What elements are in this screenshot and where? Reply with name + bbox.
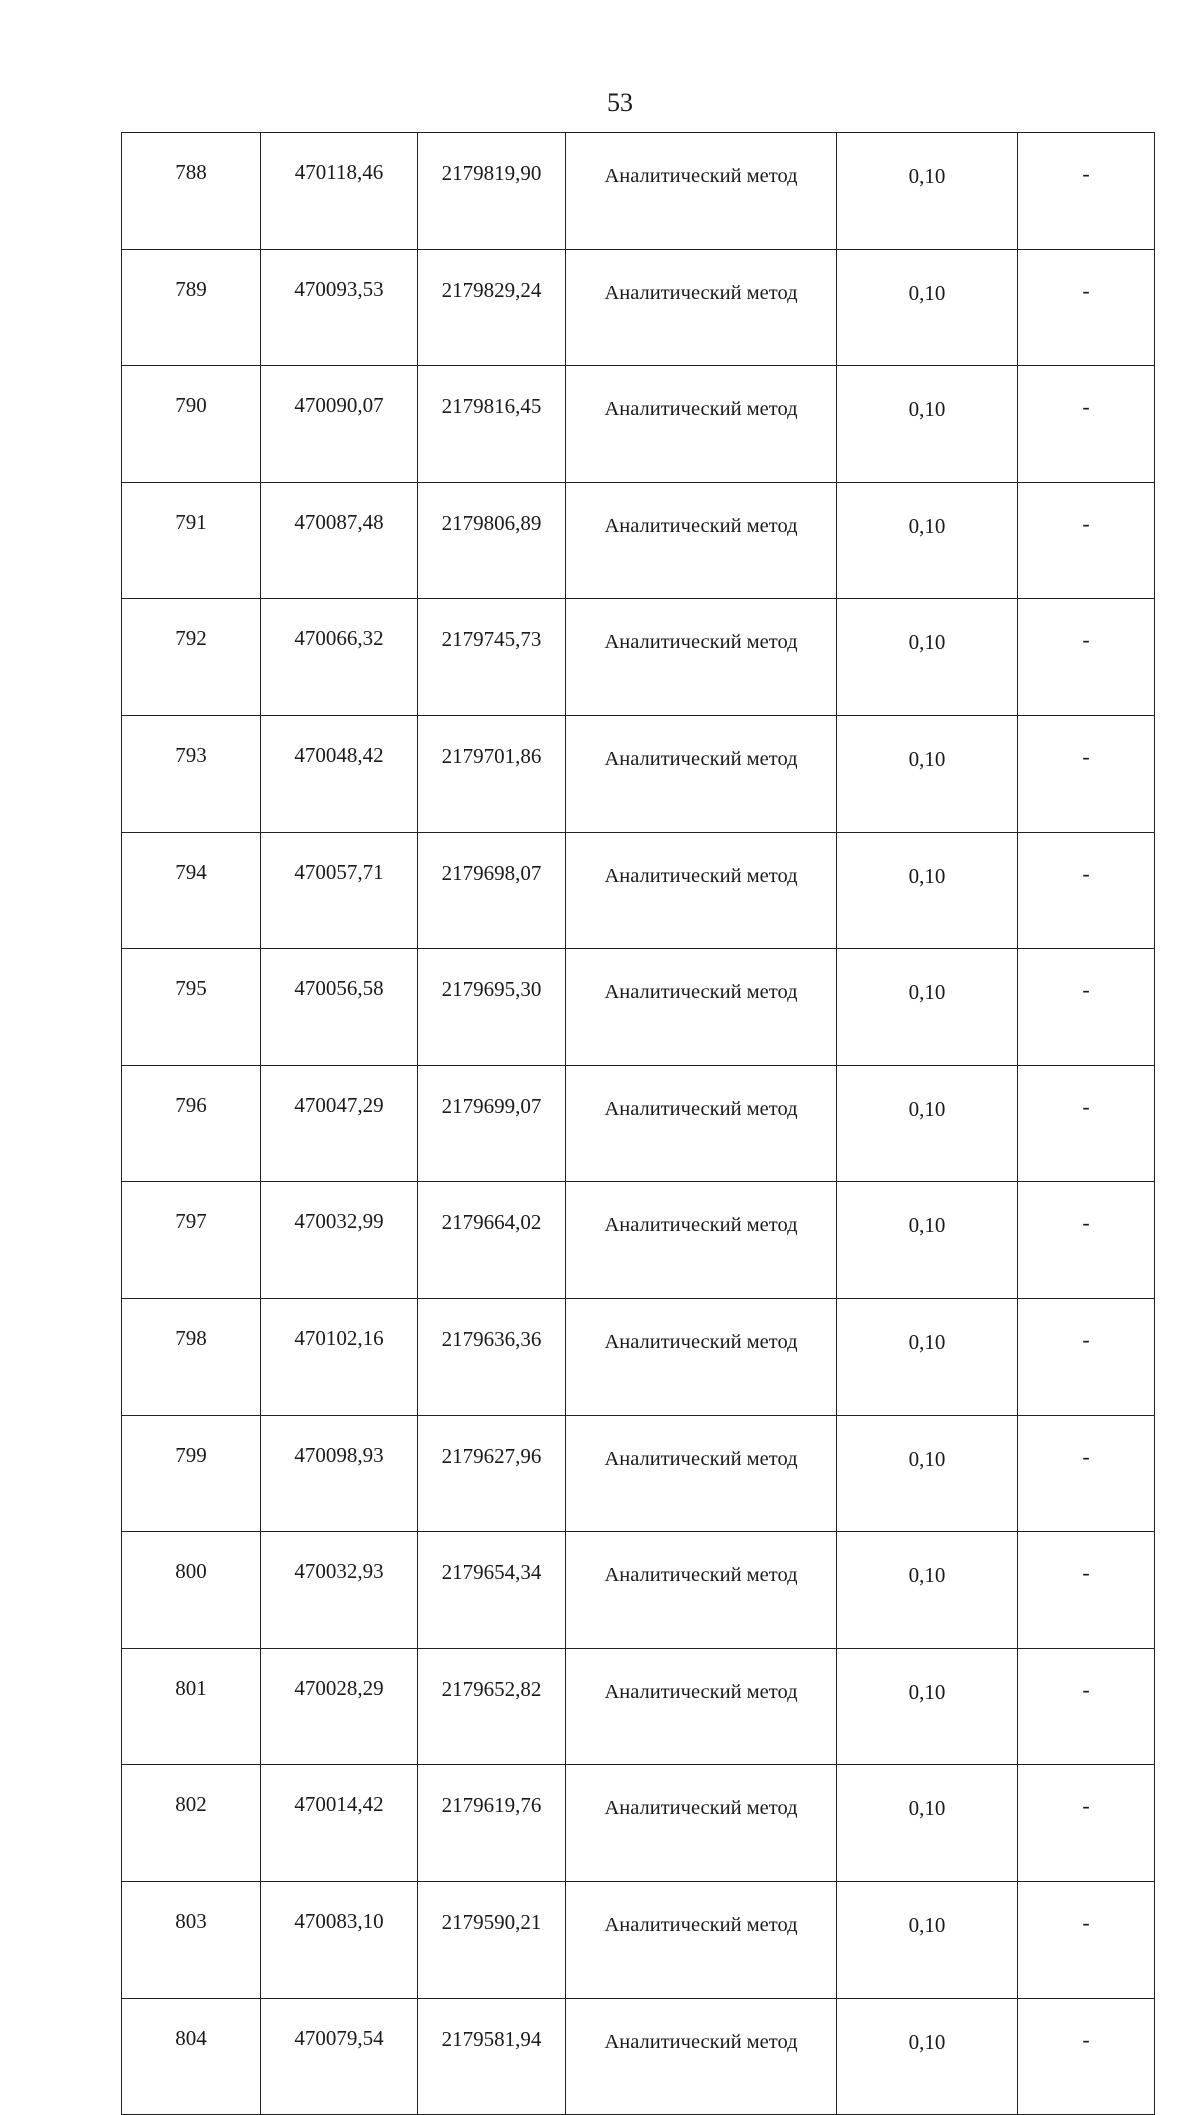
x-coordinate-cell bbox=[261, 949, 418, 1066]
method-cell-text: Аналитический метод bbox=[604, 1447, 798, 1470]
accuracy-cell bbox=[837, 1648, 1018, 1765]
y-coordinate-cell bbox=[418, 599, 566, 716]
table-row bbox=[122, 1532, 1155, 1649]
x-coordinate-cell bbox=[261, 1765, 418, 1882]
y-coordinate-cell-text: 2179695,30 bbox=[441, 977, 542, 1002]
description-cell bbox=[1018, 1765, 1155, 1882]
x-coordinate-cell bbox=[261, 1298, 418, 1415]
description-cell-text: - bbox=[1082, 1909, 1090, 1935]
y-coordinate-cell bbox=[418, 832, 566, 949]
method-cell bbox=[566, 599, 837, 716]
description-cell-text: - bbox=[1082, 2026, 1090, 2052]
table-row bbox=[122, 949, 1155, 1066]
table-row bbox=[122, 482, 1155, 599]
x-coordinate-cell-text: 470032,99 bbox=[294, 1209, 384, 1234]
method-cell-text: Аналитический метод bbox=[604, 1797, 798, 1820]
method-cell bbox=[566, 1648, 837, 1765]
description-cell bbox=[1018, 715, 1155, 832]
accuracy-cell bbox=[837, 1998, 1018, 2115]
point-number-cell-text: 801 bbox=[175, 1675, 207, 1700]
y-coordinate-cell-text: 2179654,34 bbox=[441, 1560, 542, 1585]
x-coordinate-cell-text: 470048,42 bbox=[294, 742, 384, 767]
table-row bbox=[122, 366, 1155, 483]
method-cell-text: Аналитический метод bbox=[604, 1680, 798, 1703]
description-cell bbox=[1018, 1415, 1155, 1532]
x-coordinate-cell bbox=[261, 1648, 418, 1765]
table-row bbox=[122, 832, 1155, 949]
point-number-cell-text: 796 bbox=[175, 1092, 207, 1117]
method-cell bbox=[566, 1415, 837, 1532]
accuracy-cell-text: 0,10 bbox=[908, 1563, 946, 1588]
x-coordinate-cell-text: 470102,16 bbox=[294, 1325, 384, 1350]
description-cell-text: - bbox=[1082, 1093, 1090, 1119]
method-cell-text: Аналитический метод bbox=[604, 165, 798, 187]
x-coordinate-cell-text: 470032,93 bbox=[294, 1559, 384, 1584]
method-cell-text: Аналитический метод bbox=[604, 1097, 798, 1120]
x-coordinate-cell bbox=[261, 1881, 418, 1998]
x-coordinate-cell-text: 470057,71 bbox=[294, 859, 384, 884]
method-cell bbox=[566, 1065, 837, 1182]
coordinates-table-body bbox=[122, 133, 1155, 2115]
point-number-cell-text: 797 bbox=[175, 1209, 207, 1234]
x-coordinate-cell-text: 470079,54 bbox=[294, 2025, 384, 2050]
x-coordinate-cell-text: 470066,32 bbox=[294, 626, 384, 651]
description-cell-text: - bbox=[1082, 977, 1090, 1003]
x-coordinate-cell-text: 470047,29 bbox=[294, 1092, 384, 1117]
y-coordinate-cell bbox=[418, 482, 566, 599]
accuracy-cell bbox=[837, 249, 1018, 366]
description-cell bbox=[1018, 482, 1155, 599]
accuracy-cell bbox=[837, 1065, 1018, 1182]
coordinates-table bbox=[121, 132, 1155, 2115]
accuracy-cell bbox=[837, 715, 1018, 832]
y-coordinate-cell-text: 2179619,76 bbox=[441, 1793, 542, 1818]
x-coordinate-cell bbox=[261, 249, 418, 366]
point-number-cell bbox=[122, 133, 261, 250]
y-coordinate-cell bbox=[418, 1065, 566, 1182]
description-cell-text: - bbox=[1082, 743, 1090, 769]
table-row bbox=[122, 1065, 1155, 1182]
description-cell bbox=[1018, 133, 1155, 250]
y-coordinate-cell bbox=[418, 949, 566, 1066]
point-number-cell bbox=[122, 1182, 261, 1299]
accuracy-cell-text: 0,10 bbox=[908, 1329, 946, 1354]
point-number-cell bbox=[122, 832, 261, 949]
method-cell bbox=[566, 1182, 837, 1299]
point-number-cell-text: 798 bbox=[175, 1325, 207, 1350]
x-coordinate-cell-text: 470090,07 bbox=[294, 393, 384, 418]
table-row bbox=[122, 1415, 1155, 1532]
method-cell bbox=[566, 715, 837, 832]
y-coordinate-cell-text: 2179701,86 bbox=[441, 743, 542, 768]
point-number-cell-text: 804 bbox=[175, 2025, 207, 2050]
y-coordinate-cell bbox=[418, 715, 566, 832]
description-cell-text: - bbox=[1082, 394, 1090, 420]
point-number-cell-text: 788 bbox=[175, 160, 207, 184]
table-row bbox=[122, 1881, 1155, 1998]
method-cell-text: Аналитический метод bbox=[604, 514, 798, 537]
x-coordinate-cell bbox=[261, 1998, 418, 2115]
description-cell-text: - bbox=[1082, 1676, 1090, 1702]
x-coordinate-cell bbox=[261, 1415, 418, 1532]
x-coordinate-cell bbox=[261, 832, 418, 949]
method-cell bbox=[566, 1998, 837, 2115]
y-coordinate-cell bbox=[418, 133, 566, 250]
y-coordinate-cell bbox=[418, 1415, 566, 1532]
description-cell bbox=[1018, 599, 1155, 716]
table-row bbox=[122, 133, 1155, 250]
point-number-cell bbox=[122, 366, 261, 483]
accuracy-cell bbox=[837, 1298, 1018, 1415]
y-coordinate-cell bbox=[418, 1182, 566, 1299]
accuracy-cell bbox=[837, 133, 1018, 250]
y-coordinate-cell-text: 2179816,45 bbox=[441, 394, 542, 419]
accuracy-cell-text: 0,10 bbox=[908, 1912, 946, 1937]
table-row bbox=[122, 599, 1155, 716]
y-coordinate-cell-text: 2179664,02 bbox=[441, 1210, 542, 1235]
accuracy-cell-text: 0,10 bbox=[908, 1796, 946, 1821]
x-coordinate-cell bbox=[261, 1065, 418, 1182]
table-row bbox=[122, 715, 1155, 832]
x-coordinate-cell-text: 470087,48 bbox=[294, 509, 384, 534]
point-number-cell-text: 794 bbox=[175, 859, 207, 884]
x-coordinate-cell bbox=[261, 599, 418, 716]
description-cell-text: - bbox=[1082, 1326, 1090, 1352]
method-cell-text: Аналитический метод bbox=[604, 747, 798, 770]
method-cell bbox=[566, 1532, 837, 1649]
point-number-cell bbox=[122, 715, 261, 832]
description-cell bbox=[1018, 1998, 1155, 2115]
point-number-cell bbox=[122, 1532, 261, 1649]
point-number-cell bbox=[122, 1881, 261, 1998]
description-cell bbox=[1018, 366, 1155, 483]
method-cell bbox=[566, 1765, 837, 1882]
method-cell bbox=[566, 1298, 837, 1415]
accuracy-cell-text: 0,10 bbox=[908, 2029, 946, 2054]
point-number-cell-text: 803 bbox=[175, 1908, 207, 1933]
accuracy-cell-text: 0,10 bbox=[908, 164, 946, 188]
point-number-cell-text: 789 bbox=[175, 276, 207, 301]
x-coordinate-cell-text: 470098,93 bbox=[294, 1442, 384, 1467]
accuracy-cell-text: 0,10 bbox=[908, 513, 946, 538]
point-number-cell bbox=[122, 599, 261, 716]
x-coordinate-cell-text: 470093,53 bbox=[294, 276, 384, 301]
point-number-cell-text: 793 bbox=[175, 742, 207, 767]
description-cell bbox=[1018, 1298, 1155, 1415]
description-cell-text: - bbox=[1082, 627, 1090, 653]
point-number-cell-text: 795 bbox=[175, 976, 207, 1001]
accuracy-cell-text: 0,10 bbox=[908, 980, 946, 1005]
accuracy-cell bbox=[837, 1532, 1018, 1649]
accuracy-cell-text: 0,10 bbox=[908, 746, 946, 771]
y-coordinate-cell-text: 2179745,73 bbox=[441, 627, 542, 652]
table-row bbox=[122, 1998, 1155, 2115]
y-coordinate-cell-text: 2179819,90 bbox=[441, 161, 542, 185]
point-number-cell-text: 791 bbox=[175, 509, 207, 534]
description-cell-text: - bbox=[1082, 1210, 1090, 1236]
description-cell-text: - bbox=[1082, 860, 1090, 886]
x-coordinate-cell bbox=[261, 715, 418, 832]
description-cell-text: - bbox=[1082, 277, 1090, 303]
table-row bbox=[122, 1648, 1155, 1765]
method-cell-text: Аналитический метод bbox=[604, 2030, 798, 2053]
accuracy-cell bbox=[837, 599, 1018, 716]
y-coordinate-cell bbox=[418, 366, 566, 483]
x-coordinate-cell bbox=[261, 482, 418, 599]
accuracy-cell bbox=[837, 1415, 1018, 1532]
accuracy-cell bbox=[837, 1881, 1018, 1998]
accuracy-cell bbox=[837, 1182, 1018, 1299]
x-coordinate-cell-text: 470118,46 bbox=[294, 160, 384, 184]
description-cell-text: - bbox=[1082, 510, 1090, 536]
description-cell bbox=[1018, 249, 1155, 366]
table-row bbox=[122, 1182, 1155, 1299]
y-coordinate-cell-text: 2179806,89 bbox=[441, 510, 542, 535]
point-number-cell bbox=[122, 482, 261, 599]
point-number-cell bbox=[122, 1298, 261, 1415]
x-coordinate-cell-text: 470014,42 bbox=[294, 1792, 384, 1817]
y-coordinate-cell-text: 2179581,94 bbox=[441, 2026, 542, 2051]
y-coordinate-cell-text: 2179590,21 bbox=[441, 1909, 542, 1934]
method-cell bbox=[566, 1881, 837, 1998]
method-cell-text: Аналитический метод bbox=[604, 864, 798, 887]
y-coordinate-cell-text: 2179699,07 bbox=[441, 1093, 542, 1118]
method-cell-text: Аналитический метод bbox=[604, 981, 798, 1004]
point-number-cell bbox=[122, 1415, 261, 1532]
method-cell-text: Аналитический метод bbox=[604, 1330, 798, 1353]
accuracy-cell-text: 0,10 bbox=[908, 1213, 946, 1238]
accuracy-cell-text: 0,10 bbox=[908, 397, 946, 422]
accuracy-cell bbox=[837, 832, 1018, 949]
point-number-cell bbox=[122, 1998, 261, 2115]
y-coordinate-cell-text: 2179652,82 bbox=[441, 1676, 542, 1701]
method-cell-text: Аналитический метод bbox=[604, 631, 798, 654]
description-cell-text: - bbox=[1082, 161, 1090, 186]
method-cell bbox=[566, 133, 837, 250]
description-cell bbox=[1018, 1065, 1155, 1182]
x-coordinate-cell-text: 470056,58 bbox=[294, 976, 384, 1001]
point-number-cell-text: 790 bbox=[175, 393, 207, 418]
description-cell bbox=[1018, 1532, 1155, 1649]
accuracy-cell bbox=[837, 482, 1018, 599]
method-cell bbox=[566, 832, 837, 949]
x-coordinate-cell bbox=[261, 1182, 418, 1299]
description-cell-text: - bbox=[1082, 1560, 1090, 1586]
x-coordinate-cell-text: 470083,10 bbox=[294, 1908, 384, 1933]
table-row bbox=[122, 249, 1155, 366]
x-coordinate-cell bbox=[261, 1532, 418, 1649]
y-coordinate-cell-text: 2179627,96 bbox=[441, 1443, 542, 1468]
y-coordinate-cell bbox=[418, 1298, 566, 1415]
description-cell bbox=[1018, 832, 1155, 949]
description-cell bbox=[1018, 1182, 1155, 1299]
accuracy-cell-text: 0,10 bbox=[908, 1446, 946, 1471]
accuracy-cell-text: 0,10 bbox=[908, 630, 946, 655]
y-coordinate-cell bbox=[418, 1881, 566, 1998]
method-cell bbox=[566, 249, 837, 366]
table-row bbox=[122, 1765, 1155, 1882]
x-coordinate-cell bbox=[261, 366, 418, 483]
description-cell-text: - bbox=[1082, 1443, 1090, 1469]
y-coordinate-cell-text: 2179829,24 bbox=[441, 277, 542, 302]
point-number-cell-text: 802 bbox=[175, 1792, 207, 1817]
description-cell-text: - bbox=[1082, 1793, 1090, 1819]
page-number: 53 bbox=[607, 88, 633, 117]
method-cell bbox=[566, 949, 837, 1066]
method-cell-text: Аналитический метод bbox=[604, 1214, 798, 1237]
point-number-cell bbox=[122, 1065, 261, 1182]
table-row bbox=[122, 1298, 1155, 1415]
x-coordinate-cell bbox=[261, 133, 418, 250]
accuracy-cell bbox=[837, 949, 1018, 1066]
description-cell bbox=[1018, 949, 1155, 1066]
description-cell bbox=[1018, 1881, 1155, 1998]
accuracy-cell-text: 0,10 bbox=[908, 863, 946, 888]
method-cell-text: Аналитический метод bbox=[604, 398, 798, 421]
y-coordinate-cell bbox=[418, 249, 566, 366]
y-coordinate-cell-text: 2179698,07 bbox=[441, 860, 542, 885]
accuracy-cell bbox=[837, 1765, 1018, 1882]
y-coordinate-cell-text: 2179636,36 bbox=[441, 1326, 542, 1351]
accuracy-cell bbox=[837, 366, 1018, 483]
x-coordinate-cell-text: 470028,29 bbox=[294, 1675, 384, 1700]
y-coordinate-cell bbox=[418, 1765, 566, 1882]
accuracy-cell-text: 0,10 bbox=[908, 1679, 946, 1704]
method-cell-text: Аналитический метод bbox=[604, 1564, 798, 1587]
y-coordinate-cell bbox=[418, 1998, 566, 2115]
point-number-cell-text: 792 bbox=[175, 626, 207, 651]
accuracy-cell-text: 0,10 bbox=[908, 1096, 946, 1121]
method-cell bbox=[566, 482, 837, 599]
description-cell bbox=[1018, 1648, 1155, 1765]
accuracy-cell-text: 0,10 bbox=[908, 280, 946, 305]
point-number-cell bbox=[122, 1648, 261, 1765]
y-coordinate-cell bbox=[418, 1648, 566, 1765]
point-number-cell-text: 799 bbox=[175, 1442, 207, 1467]
method-cell-text: Аналитический метод bbox=[604, 281, 798, 304]
point-number-cell bbox=[122, 249, 261, 366]
point-number-cell bbox=[122, 949, 261, 1066]
method-cell-text: Аналитический метод bbox=[604, 1913, 798, 1936]
method-cell bbox=[566, 366, 837, 483]
y-coordinate-cell bbox=[418, 1532, 566, 1649]
point-number-cell bbox=[122, 1765, 261, 1882]
point-number-cell-text: 800 bbox=[175, 1559, 207, 1584]
